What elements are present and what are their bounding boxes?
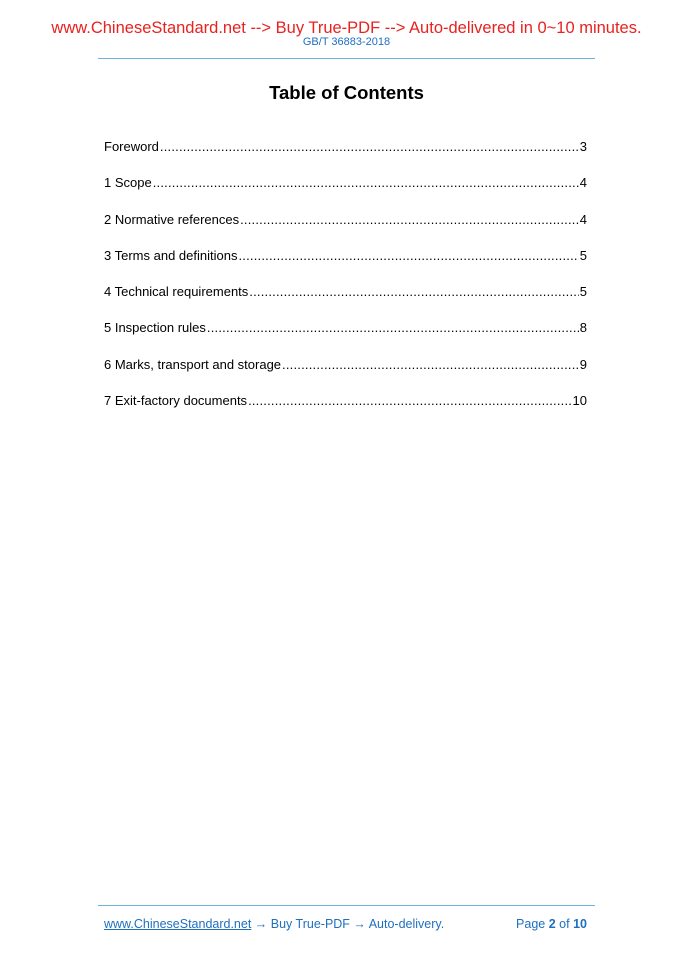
page-label: Page bbox=[516, 917, 546, 931]
toc-entry-page: 5 bbox=[579, 247, 587, 263]
dot-leader bbox=[160, 139, 579, 155]
toc-entry-page: 8 bbox=[579, 320, 587, 336]
toc-entry-label: 1 Scope bbox=[104, 175, 152, 191]
dot-leader bbox=[282, 357, 579, 373]
toc-entry-label: 6 Marks, transport and storage bbox=[104, 356, 282, 372]
header-divider bbox=[98, 58, 595, 59]
toc-entry-foreword[interactable] bbox=[104, 139, 587, 175]
toc-entry-label: 4 Technical requirements bbox=[104, 284, 249, 300]
top-banner[interactable]: www.ChineseStandard.net --> Buy True-PDF --> Auto-delivered in 0~10 minutes. bbox=[51, 19, 642, 37]
page-current: 2 bbox=[548, 917, 556, 931]
toc-entry-page: 4 bbox=[579, 211, 587, 227]
toc-entry-label: 2 Normative references bbox=[104, 211, 240, 227]
toc-entry-label: Foreword bbox=[104, 139, 159, 154]
toc-entry-marks-transport-storage[interactable] bbox=[104, 357, 587, 393]
toc-title: Table of Contents bbox=[269, 82, 424, 103]
page-indicator bbox=[516, 916, 587, 932]
document-code: GB/T 36883-2018 bbox=[302, 36, 391, 48]
dot-leader bbox=[207, 320, 579, 336]
dot-leader bbox=[240, 212, 579, 228]
page-footer bbox=[104, 916, 587, 932]
toc-entry-page: 10 bbox=[572, 393, 587, 409]
toc-entry-terms-and-definitions[interactable] bbox=[104, 248, 587, 284]
footer-promo bbox=[104, 916, 444, 932]
footer-divider bbox=[98, 905, 595, 906]
toc-entry-label: 7 Exit-factory documents bbox=[104, 393, 248, 409]
toc-entry-technical-requirements[interactable] bbox=[104, 284, 587, 320]
toc-entry-page: 4 bbox=[579, 175, 587, 191]
toc-entry-inspection-rules[interactable] bbox=[104, 320, 587, 356]
toc-entry-label: 5 Inspection rules bbox=[104, 320, 206, 336]
toc-entry-label: 3 Terms and definitions bbox=[104, 247, 238, 263]
toc-entry-scope[interactable] bbox=[104, 175, 587, 211]
dot-leader bbox=[238, 248, 578, 264]
footer-tagline: → Buy True-PDF → Auto-delivery. bbox=[251, 917, 445, 931]
toc-entry-page: 9 bbox=[579, 356, 587, 372]
dot-leader bbox=[153, 175, 579, 191]
page-of-label: of bbox=[559, 917, 570, 931]
footer-site-link[interactable]: www.ChineseStandard.net bbox=[104, 917, 252, 931]
dot-leader bbox=[248, 393, 571, 409]
toc-entry-normative-references[interactable] bbox=[104, 212, 587, 248]
toc-entry-page: 3 bbox=[579, 139, 587, 154]
toc-entry-page: 5 bbox=[579, 284, 587, 300]
toc-entry-exit-factory-documents[interactable] bbox=[104, 393, 587, 429]
dot-leader bbox=[249, 284, 578, 300]
page-total: 10 bbox=[573, 917, 587, 931]
toc-list bbox=[104, 139, 587, 429]
